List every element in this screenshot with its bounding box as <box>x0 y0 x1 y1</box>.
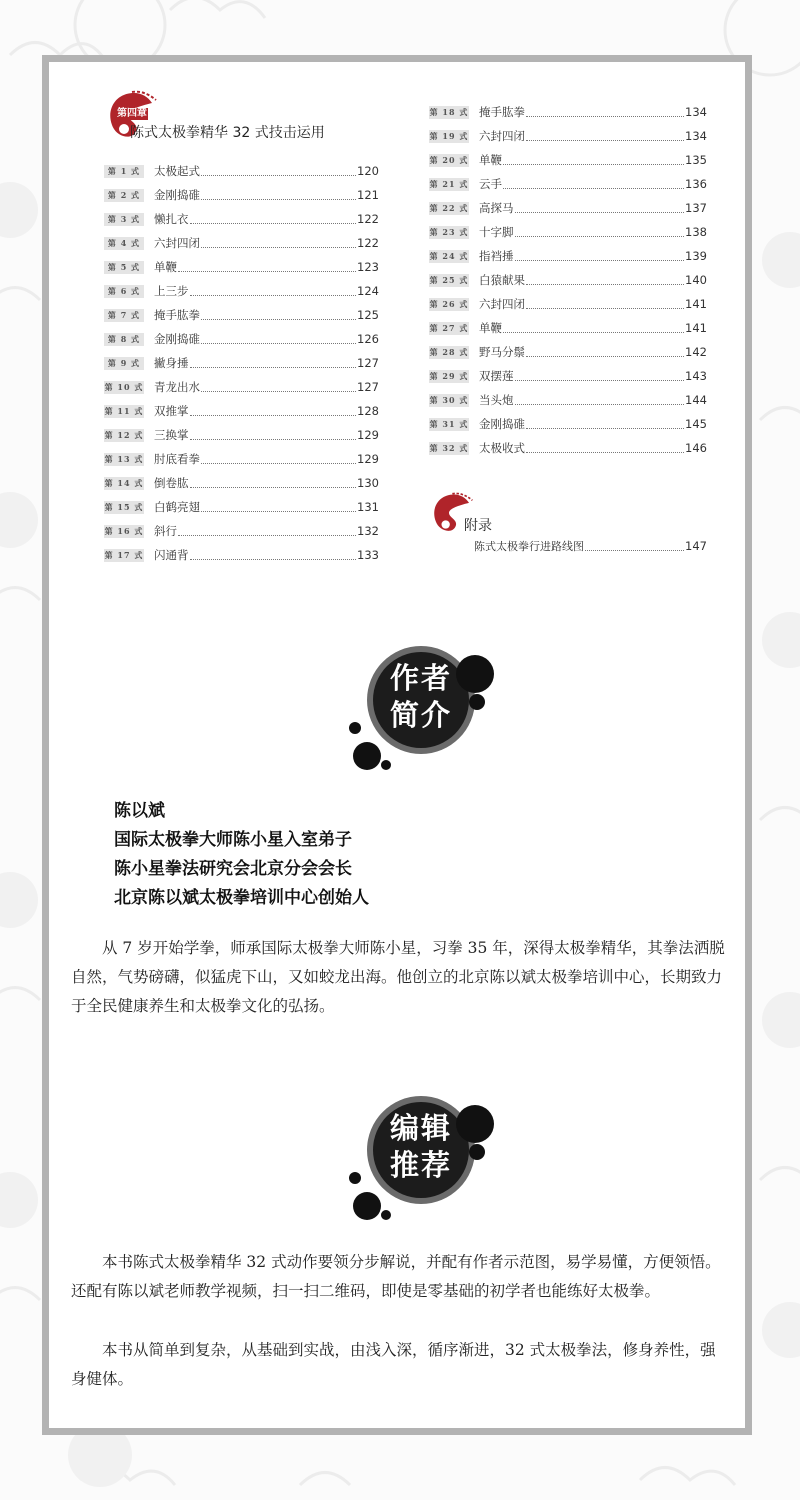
form-name: 云手 <box>479 177 502 191</box>
form-number-badge: 第 22 式 <box>429 202 469 213</box>
toc-item[interactable] <box>104 423 379 447</box>
form-number-badge: 第 15 式 <box>104 501 144 512</box>
toc-item[interactable] <box>104 351 379 375</box>
toc-item[interactable] <box>429 196 707 220</box>
form-number-badge: 第 23 式 <box>429 226 469 237</box>
form-name: 太极收式 <box>479 441 525 455</box>
appendix-item-name: 陈式太极拳行进路线图 <box>474 540 584 553</box>
toc-left-column <box>104 87 379 567</box>
dot-leader <box>201 511 356 512</box>
form-number-badge: 第 28 式 <box>429 346 469 357</box>
dot-leader <box>515 260 685 261</box>
form-name: 白猿献果 <box>479 273 525 287</box>
page-number: 138 <box>685 225 707 239</box>
toc-item[interactable] <box>429 412 707 436</box>
page-number: 129 <box>357 452 379 466</box>
toc-item[interactable] <box>104 279 379 303</box>
toc-list-left <box>104 159 379 567</box>
page-number: 136 <box>685 177 707 191</box>
appendix-toc-item[interactable] <box>474 538 707 554</box>
page-number: 130 <box>357 476 379 490</box>
page-number: 140 <box>685 273 707 287</box>
toc-item[interactable] <box>429 244 707 268</box>
toc-item[interactable] <box>429 124 707 148</box>
author-bio-paragraph: 从 7 岁开始学拳，师承国际太极拳大师陈小星，习拳 35 年，深得太极拳精华，其拳法洒脱自然，气势磅礴，似猛虎下山，又如蛟龙出海。他创立的北京陈以斌太极拳培训中心，长期致力于全民健康养生和太极拳文化的弘扬。 <box>71 939 725 1015</box>
form-name: 六封四闭 <box>479 297 525 311</box>
dot-leader <box>201 391 356 392</box>
form-name: 六封四闭 <box>479 129 525 143</box>
toc-item[interactable] <box>104 447 379 471</box>
form-number-badge: 第 7 式 <box>104 309 144 322</box>
dot-leader <box>201 175 356 176</box>
page-number: 120 <box>357 164 379 178</box>
form-name: 掩手肱拳 <box>154 308 200 322</box>
toc-right-column <box>429 100 707 460</box>
form-number-badge: 第 17 式 <box>104 549 144 560</box>
editor-paragraph: 本书从简单到复杂，从基础到实战，由浅入深，循序渐进，32 式太极拳法，修身养性，强身健体。 <box>71 1341 716 1388</box>
form-name: 野马分鬃 <box>479 345 525 359</box>
chapter-title: 陈式太极拳精华 32 式技击运用 <box>130 125 325 141</box>
author-name: 陈以斌 <box>114 801 165 821</box>
toc-item[interactable] <box>104 207 379 231</box>
page-number: 139 <box>685 249 707 263</box>
form-number-badge: 第 26 式 <box>429 298 469 309</box>
toc-item[interactable] <box>104 495 379 519</box>
form-name: 上三步 <box>154 284 189 298</box>
toc-item[interactable] <box>429 220 707 244</box>
form-name: 懒扎衣 <box>154 212 189 226</box>
form-name: 高探马 <box>479 201 514 215</box>
form-number-badge: 第 4 式 <box>104 237 144 250</box>
page-number: 141 <box>685 321 707 335</box>
dot-leader <box>526 284 684 285</box>
page-number: 141 <box>685 297 707 311</box>
toc-item[interactable] <box>429 268 707 292</box>
page-number: 122 <box>357 212 379 226</box>
form-number-badge: 第 20 式 <box>429 154 469 165</box>
toc-list-right <box>429 100 707 460</box>
page-number: 129 <box>357 428 379 442</box>
form-number-badge: 第 10 式 <box>104 381 144 392</box>
dot-leader <box>201 463 356 464</box>
page-number: 142 <box>685 345 707 359</box>
author-title: 国际太极拳大师陈小星入室弟子 <box>114 830 352 850</box>
dot-leader <box>526 452 684 453</box>
editor-recommend-seal <box>337 1090 497 1220</box>
author-title: 北京陈以斌太极拳培训中心创始人 <box>114 888 369 908</box>
page-number: 147 <box>685 539 707 553</box>
dot-leader <box>190 223 357 224</box>
form-number-badge: 第 5 式 <box>104 261 144 274</box>
form-number-badge: 第 30 式 <box>429 394 469 405</box>
dot-leader <box>526 428 684 429</box>
form-number-badge: 第 12 式 <box>104 429 144 440</box>
dot-leader <box>201 247 356 248</box>
page-number: 131 <box>357 500 379 514</box>
toc-item[interactable] <box>104 159 379 183</box>
form-number-badge: 第 8 式 <box>104 333 144 346</box>
toc-item[interactable] <box>104 471 379 495</box>
editor-paragraph: 本书陈式太极拳精华 32 式动作要领分步解说，并配有作者示范图，易学易懂，方便领悟。还配有陈以斌老师教学视频，扫一扫二维码，即使是零基础的初学者也能练好太极拳。 <box>71 1253 721 1300</box>
dot-leader <box>526 356 684 357</box>
form-number-badge: 第 31 式 <box>429 418 469 429</box>
form-name: 三换掌 <box>154 428 189 442</box>
author-credentials <box>114 797 369 913</box>
page-number: 144 <box>685 393 707 407</box>
toc-item[interactable] <box>429 172 707 196</box>
page-number: 127 <box>357 356 379 370</box>
toc-item[interactable] <box>429 100 707 124</box>
form-number-badge: 第 2 式 <box>104 189 144 202</box>
form-name: 白鹤亮翅 <box>154 500 200 514</box>
page-number: 134 <box>685 129 707 143</box>
toc-item[interactable] <box>104 543 379 567</box>
appendix-title: 附录 <box>464 518 492 534</box>
form-name: 六封四闭 <box>154 236 200 250</box>
form-number-badge: 第 29 式 <box>429 370 469 381</box>
dot-leader <box>201 199 356 200</box>
toc-item[interactable] <box>429 316 707 340</box>
form-name: 太极起式 <box>154 164 200 178</box>
toc-item[interactable] <box>429 340 707 364</box>
form-number-badge: 第 6 式 <box>104 285 144 298</box>
form-number-badge: 第 24 式 <box>429 250 469 261</box>
chapter-header <box>104 87 379 147</box>
page-number: 132 <box>357 524 379 538</box>
form-name: 闪通背 <box>154 548 189 562</box>
form-name: 十字脚 <box>479 225 514 239</box>
form-name: 单鞭 <box>154 260 177 274</box>
dot-leader <box>190 439 357 440</box>
page-number: 135 <box>685 153 707 167</box>
form-number-badge: 第 18 式 <box>429 106 469 117</box>
form-number-badge: 第 16 式 <box>104 525 144 536</box>
form-name: 肘底看拳 <box>154 452 200 466</box>
seal-line-2: 简介 <box>389 698 452 732</box>
toc-item[interactable] <box>104 327 379 351</box>
dot-leader <box>526 308 684 309</box>
toc-item[interactable] <box>104 231 379 255</box>
toc-item[interactable] <box>104 399 379 423</box>
dot-leader <box>585 550 684 551</box>
toc-item[interactable] <box>429 148 707 172</box>
page-number: 127 <box>357 380 379 394</box>
dot-leader <box>526 116 684 117</box>
form-name: 指裆捶 <box>479 249 514 263</box>
form-number-badge: 第 14 式 <box>104 477 144 488</box>
form-name: 金刚捣碓 <box>154 332 200 346</box>
dot-leader <box>503 332 684 333</box>
form-number-badge: 第 32 式 <box>429 442 469 453</box>
dot-leader <box>190 559 357 560</box>
appendix-section <box>429 487 707 557</box>
form-name: 金刚捣碓 <box>479 417 525 431</box>
page-number: 137 <box>685 201 707 215</box>
form-number-badge: 第 11 式 <box>104 405 144 416</box>
author-title: 陈小星拳法研究会北京分会会长 <box>114 859 352 879</box>
toc-item[interactable] <box>104 519 379 543</box>
author-intro-heading <box>381 660 461 734</box>
form-number-badge: 第 19 式 <box>429 130 469 141</box>
dot-leader <box>178 271 356 272</box>
form-name: 斜行 <box>154 524 177 538</box>
form-name: 掩手肱拳 <box>479 105 525 119</box>
page-number: 146 <box>685 441 707 455</box>
dot-leader <box>503 164 684 165</box>
page-number: 125 <box>357 308 379 322</box>
dot-leader <box>201 343 356 344</box>
page-number: 133 <box>357 548 379 562</box>
form-name: 倒卷肱 <box>154 476 189 490</box>
toc-item[interactable] <box>104 303 379 327</box>
dot-leader <box>515 404 685 405</box>
page-number: 123 <box>357 260 379 274</box>
dot-leader <box>526 140 684 141</box>
page-number: 121 <box>357 188 379 202</box>
form-name: 金刚捣碓 <box>154 188 200 202</box>
form-name: 青龙出水 <box>154 380 200 394</box>
form-number-badge: 第 25 式 <box>429 274 469 285</box>
dot-leader <box>503 188 684 189</box>
page-number: 143 <box>685 369 707 383</box>
toc-item[interactable] <box>429 436 707 460</box>
chapter-number-tag: 第四章 <box>117 108 147 119</box>
form-number-badge: 第 27 式 <box>429 322 469 333</box>
form-number-badge: 第 13 式 <box>104 453 144 464</box>
dot-leader <box>190 415 357 416</box>
content-frame <box>42 55 752 1435</box>
form-name: 单鞭 <box>479 153 502 167</box>
dot-leader <box>515 380 685 381</box>
dot-leader <box>515 212 685 213</box>
form-name: 单鞭 <box>479 321 502 335</box>
page-number: 128 <box>357 404 379 418</box>
toc-item[interactable] <box>429 292 707 316</box>
form-name: 当头炮 <box>479 393 514 407</box>
editor-recommend-heading <box>381 1110 461 1184</box>
toc-item[interactable] <box>429 388 707 412</box>
page-number: 134 <box>685 105 707 119</box>
seal-line-1: 编辑 <box>389 1111 452 1145</box>
seal-line-2: 推荐 <box>389 1148 452 1182</box>
page-number: 126 <box>357 332 379 346</box>
toc-item[interactable] <box>104 375 379 399</box>
form-name: 双推掌 <box>154 404 189 418</box>
dot-leader <box>515 236 685 237</box>
page-number: 122 <box>357 236 379 250</box>
page-number: 145 <box>685 417 707 431</box>
dot-leader <box>190 367 357 368</box>
form-number-badge: 第 3 式 <box>104 213 144 226</box>
toc-item[interactable] <box>429 364 707 388</box>
dot-leader <box>178 535 356 536</box>
form-name: 撇身捶 <box>154 356 189 370</box>
form-number-badge: 第 9 式 <box>104 357 144 370</box>
form-number-badge: 第 21 式 <box>429 178 469 189</box>
author-intro-seal <box>337 640 497 770</box>
form-name: 双摆莲 <box>479 369 514 383</box>
toc-item[interactable] <box>104 183 379 207</box>
dot-leader <box>201 319 356 320</box>
dot-leader <box>190 487 357 488</box>
dot-leader <box>190 295 357 296</box>
toc-item[interactable] <box>104 255 379 279</box>
seal-line-1: 作者 <box>389 661 452 695</box>
page-number: 124 <box>357 284 379 298</box>
form-number-badge: 第 1 式 <box>104 165 144 178</box>
